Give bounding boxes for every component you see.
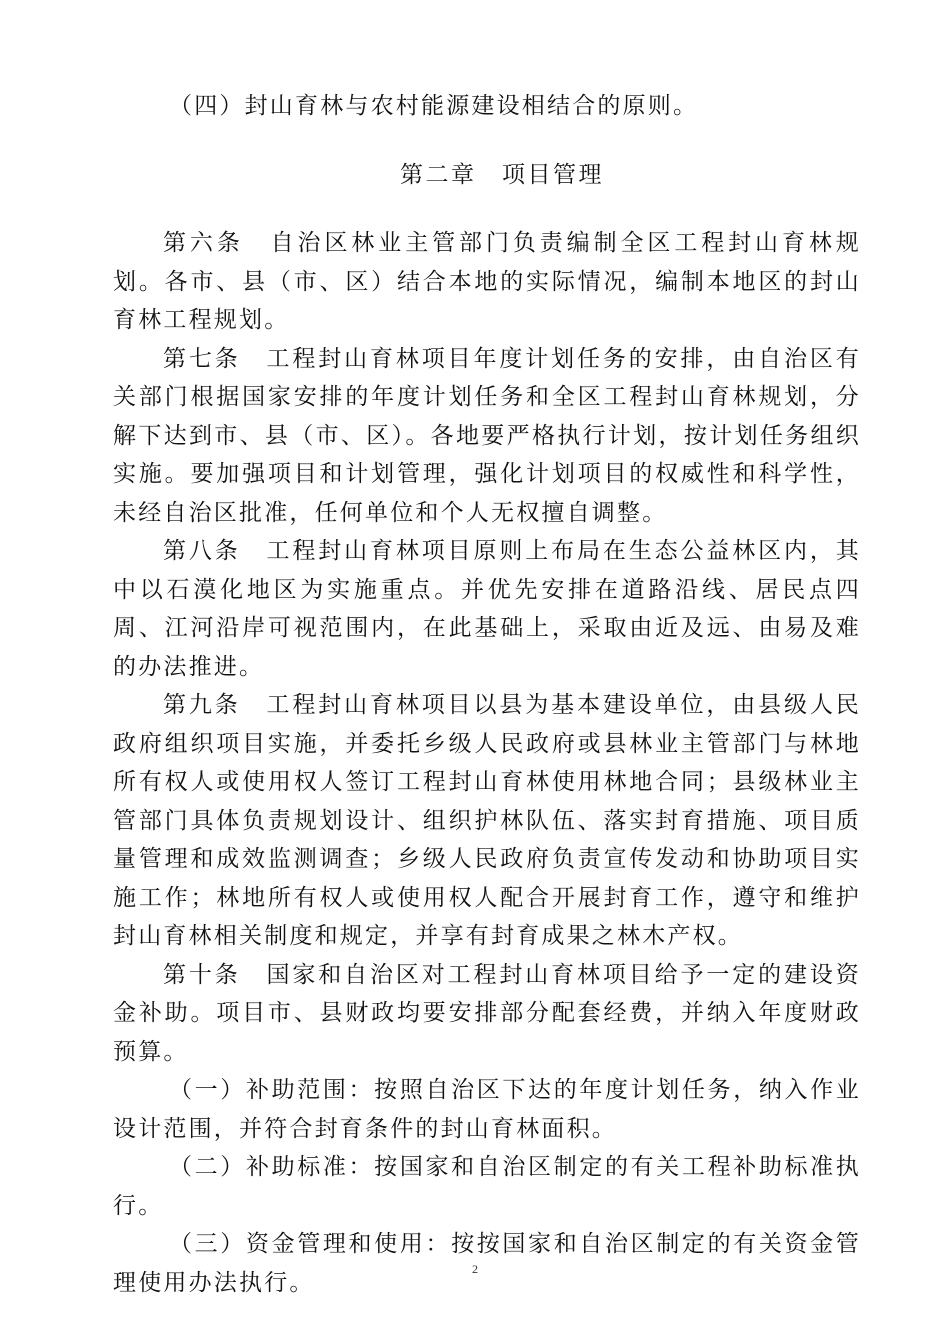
article-ten: 第十条 国家和自治区对工程封山育林项目给予一定的建设资金补助。项目市、县财政均要安排部分配套经费，并纳入年度财政预算。	[113, 961, 861, 1065]
subsidy-scope: （一）补助范围：按照自治区下达的年度计划任务，纳入作业设计范围，并符合封育条件的封山育林面积。	[113, 1077, 861, 1142]
article-six: 第六条 自治区林业主管部门负责编制全区工程封山育林规划。各市、县（市、区）结合本地的实际情况，编制本地区的封山育林工程规划。	[113, 230, 861, 333]
chapter-heading: 第二章 项目管理	[400, 161, 604, 188]
article-seven: 第七条 工程封山育林项目年度计划任务的安排，由自治区有关部门根据国家安排的年度计划任务和全区工程封山育林规划，分解下达到市、县（市、区）。各地要严格执行计划，按计划任务组织实施。要加强项目和计划管理，强化计划项目的权威性和科学性，未经自治区批准，任何单位和个人无权擅自调整。	[113, 345, 861, 526]
subsidy-standard: （二）补助标准：按国家和自治区制定的有关工程补助标准执行。	[113, 1154, 861, 1219]
page-number: 2	[472, 1262, 478, 1276]
principle-four: （四）封山育林与农村能源建设相结合的原则。	[169, 93, 699, 119]
article-eight: 第八条 工程封山育林项目原则上布局在生态公益林区内，其中以石漠化地区为实施重点。并优先安排在道路沿线、居民点四周、江河沿岸可视范围内，在此基础上，采取由近及远、由易及难的办法推进。	[113, 538, 861, 680]
document-body	[113, 87, 861, 1302]
article-nine: 第九条 工程封山育林项目以县为基本建设单位，由县级人民政府组织项目实施，并委托乡级人民政府或县林业主管部门与林地所有权人或使用权人签订工程封山育林使用林地合同；县级林业主管部门具体负责规划设计、组织护林队伍、落实封育措施、项目质量管理和成效监测调查；乡级人民政府负责宣传发动和协助项目实施工作；林地所有权人或使用权人配合开展封育工作，遵守和维护封山育林相关制度和规定，并享有封育成果之林木产权。	[113, 692, 861, 949]
fund-management: （三）资金管理和使用：按按国家和自治区制定的有关资金管理使用办法执行。	[113, 1231, 861, 1296]
